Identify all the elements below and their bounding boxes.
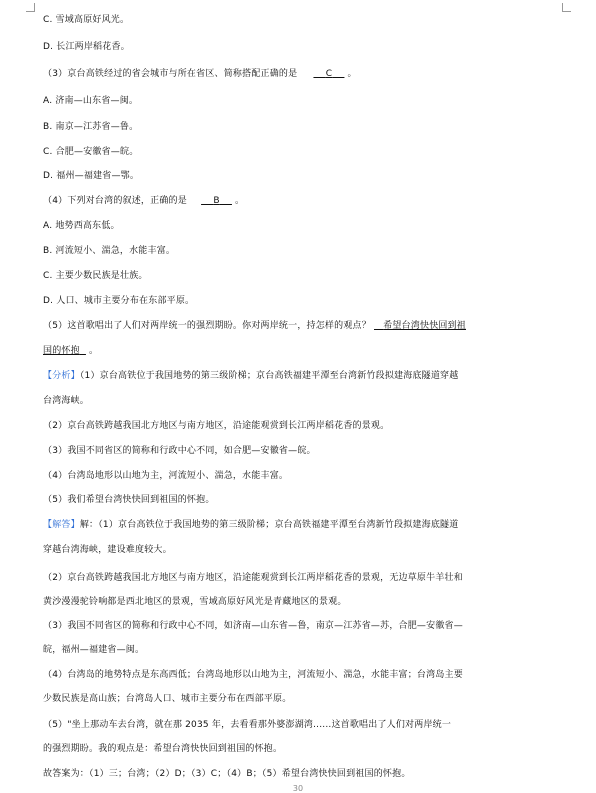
solution-3: （3）我国不同省区的简称和行政中心不同，如济南—山东省—鲁，南京—江苏省—苏，合肥—安徽省— — [43, 621, 463, 631]
question-5-answer-part2: 国的怀抱 — [43, 346, 80, 356]
solution-tag: 【解答】 — [43, 520, 80, 530]
question-5-cont — [43, 345, 98, 357]
final-answer: 故答案为：（1）三；台湾；（2）D；（3）C；（4）B；（5）希望台湾快快回到祖国的怀抱。 — [43, 769, 411, 779]
question-4 — [43, 195, 244, 207]
analysis-1-cont: 台湾海峡。 — [43, 396, 90, 406]
solution-4: （4）台湾岛的地势特点是东高西低；台湾岛地形以山地为主，河流短小、湍急，水能丰富；台湾岛主要 — [43, 670, 463, 680]
question-4-text: （4）下列对台湾的叙述，正确的是 — [43, 196, 187, 206]
q4-option-a: A. 地势西高东低。 — [43, 221, 120, 231]
question-3-answer: C — [325, 69, 333, 79]
question-5-text: （5）这首歌唱出了人们对两岸统一的强烈期盼。你对两岸统一，持怎样的观点？ — [43, 321, 371, 331]
solution-2: （2）京台高铁跨越我国北方地区与南方地区，沿途能观赏到长江两岸稻花香的景观，无边草原牛羊壮和 — [43, 573, 463, 583]
analysis-2: （2）京台高铁跨越我国北方地区与南方地区，沿途能观赏到长江两岸稻花香的景观。 — [43, 421, 390, 431]
solution-4-cont: 少数民族是高山族；台湾岛人口、城市主要分布在西部平原。 — [43, 694, 292, 704]
solution-2-cont: 黄沙漫漫驼铃响都是西北地区的景观，雪域高原好风光是青藏地区的景观。 — [43, 597, 347, 607]
analysis-tag: 【分析】 — [43, 371, 80, 381]
question-4-end: 。 — [235, 196, 245, 206]
solution-1-text: 解：（1）京台高铁位于我国地势的第三级阶梯；京台高铁福建平潭至台湾新竹段拟建海底隧道 — [79, 520, 459, 530]
question-5-answer-part1: 希望台湾快快回到祖 — [383, 321, 466, 331]
solution-5-cont: 的强烈期盼。我的观点是：希望台湾快快回到祖国的怀抱。 — [43, 744, 283, 754]
solution-3-cont: 皖，福州—福建省—闽。 — [43, 645, 145, 655]
page-number: 30 — [292, 784, 304, 793]
solution-1 — [43, 519, 458, 531]
q3-option-a: A. 济南—山东省—闽。 — [43, 96, 139, 106]
analysis-3: （3）我国不同省区的简称和行政中心不同，如合肥—安徽省—皖。 — [43, 446, 316, 456]
question-3-end: 。 — [347, 69, 357, 79]
question-5 — [43, 320, 466, 332]
analysis-5: （5）我们希望台湾快快回到祖国的怀抱。 — [43, 495, 215, 505]
q4-option-c: C. 主要少数民族是壮族。 — [43, 271, 148, 281]
analysis-4: （4）台湾岛地形以山地为主，河流短小、湍急，水能丰富。 — [43, 471, 289, 481]
analysis-1 — [43, 370, 458, 382]
question-3 — [43, 68, 357, 80]
q3-option-c: C. 合肥—安徽省—皖。 — [43, 147, 139, 157]
solution-1-cont: 穿越台湾海峡，建设难度较大。 — [43, 545, 172, 555]
option-d-line: D. 长江两岸稻花香。 — [43, 42, 130, 52]
solution-5: （5）"坐上那动车去台湾，就在那 2035 年，去看看那外婆澎湖湾......这首歌唱出了人们对两岸统一 — [43, 720, 452, 730]
margin-mark-top-right — [562, 3, 571, 12]
margin-mark-top-left — [26, 3, 35, 12]
q4-option-d: D. 人口、城市主要分布在东部平原。 — [43, 296, 195, 306]
q3-option-d: D. 福州—福建省—鄂。 — [43, 171, 140, 181]
question-3-text: （3）京台高铁经过的省会城市与所在省区、简称搭配正确的是 — [43, 69, 298, 79]
option-c-line: C. 雪域高原好风光。 — [43, 15, 130, 25]
q3-option-b: B. 南京—江苏省—鲁。 — [43, 122, 139, 132]
q4-option-b: B. 河流短小、湍急，水能丰富。 — [43, 246, 176, 256]
question-5-end: 。 — [89, 346, 99, 356]
analysis-1-text: （1）京台高铁位于我国地势的第三级阶梯；京台高铁福建平潭至台湾新竹段拟建海底隧道穿越 — [79, 371, 459, 381]
question-4-answer: B — [213, 196, 220, 206]
